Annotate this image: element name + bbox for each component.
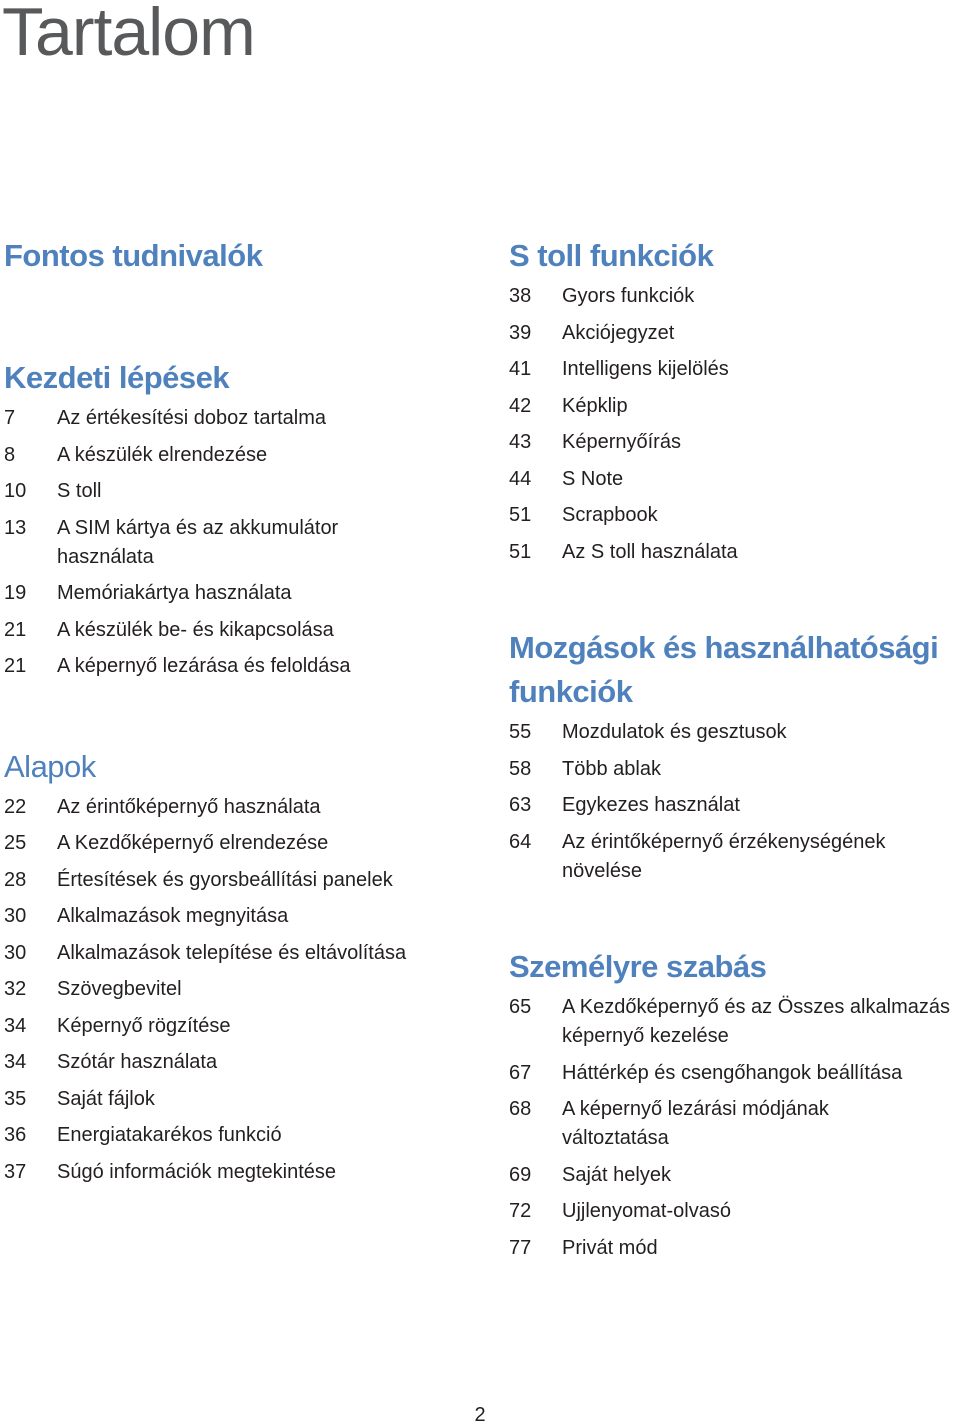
toc-entry-label: Szövegbevitel [57,978,182,1000]
toc-entry-label: Az érintőképernyő használata [57,795,321,818]
toc-page-number: 77 [509,1236,532,1259]
toc-entry[interactable] [509,791,960,820]
toc-page-number: 30 [4,905,27,927]
toc-entry-label: A készülék be- és kikapcsolása [57,618,334,641]
toc-page-number: 68 [509,1098,532,1120]
toc-page-number: 21 [4,655,27,677]
toc-entry[interactable] [509,1095,960,1153]
toc-entry[interactable] [4,616,464,645]
toc-entry-label: Képernyő rögzítése [57,1014,231,1037]
toc-entry[interactable] [4,1012,464,1041]
toc-page-number: 65 [509,996,532,1018]
toc-page-number: 63 [509,794,532,816]
toc-page-number: 69 [509,1163,532,1186]
toc-page-number: 38 [509,285,532,307]
toc-entry[interactable] [509,755,960,784]
toc-entry-label: Egykezes használat [562,794,740,816]
toc-left-column [4,234,464,1194]
toc-entry[interactable] [4,1085,464,1114]
toc-entry-label: Akciójegyzet [562,321,675,344]
toc-entry[interactable] [4,975,464,1004]
toc-page-number: 41 [509,358,532,380]
toc-entry-label: Súgó információk megtekintése [57,1160,337,1183]
toc-entry[interactable] [4,793,464,822]
toc-entry-label: Az érintőképernyő érzékenységének növelése [562,830,886,882]
toc-entry[interactable] [4,1048,464,1077]
toc-entry[interactable] [509,718,960,747]
toc-entry-label: Képklip [562,394,628,417]
toc-entry[interactable] [4,1158,464,1187]
toc-entry-list [4,793,464,1187]
toc-page-number: 28 [4,868,27,891]
toc-entry-label: Saját fájlok [57,1087,155,1110]
toc-entry-label: Szótár használata [57,1051,218,1073]
toc-entry-label: Értesítések és gyorsbeállítási panelek [57,868,393,891]
toc-entry[interactable] [509,319,960,348]
toc-entry[interactable] [4,1121,464,1150]
toc-entry-list [4,404,464,681]
toc-page-number: 42 [509,394,532,417]
toc-page-number: 44 [509,467,532,490]
toc-entry-label: S Note [562,467,624,490]
toc-entry-label: A képernyő lezárási módjának változtatása [562,1098,829,1149]
toc-page-number: 34 [4,1014,27,1037]
toc-page-number: 72 [509,1200,532,1222]
toc-entry-label: Alkalmazások telepítése és eltávolítása [57,941,407,964]
toc-entry[interactable] [4,514,464,572]
toc-entry-label: Alkalmazások megnyitása [57,905,289,927]
toc-entry[interactable] [509,993,960,1051]
section-heading-szemelyre-szabas[interactable]: Személyre szabás [509,949,767,984]
section-heading-fontos-tudnivalok[interactable]: Fontos tudnivalók [4,238,263,273]
toc-page-number: 8 [4,443,16,466]
toc-entry-label: A Kezdőképernyő elrendezése [57,832,329,854]
toc-entry[interactable] [4,902,464,931]
toc-entry[interactable] [509,355,960,384]
toc-page-number: 51 [509,504,532,526]
toc-entry-label: Gyors funkciók [562,285,695,307]
toc-entry[interactable] [4,477,464,506]
toc-entry[interactable] [509,1234,960,1263]
toc-page-number: 58 [509,757,532,780]
toc-page-number: 37 [4,1160,27,1183]
toc-entry-label: Privát mód [562,1236,658,1259]
toc-entry-label: A Kezdőképernyő és az Összes alkalmazás képernyő kezelése [562,996,950,1047]
toc-entry[interactable] [4,404,464,433]
page-title: Tartalom [2,0,255,70]
toc-page-number: 21 [4,618,27,641]
toc-page-number: 30 [4,941,27,964]
toc-entry-label: Háttérkép és csengőhangok beállítása [562,1061,903,1084]
toc-entry-label: Több ablak [562,757,661,780]
toc-entry[interactable] [4,939,464,968]
toc-entry-label: Scrapbook [562,504,658,526]
toc-entry[interactable] [509,1059,960,1088]
toc-entry[interactable] [509,1161,960,1190]
toc-entry-label: Ujjlenyomat-olvasó [562,1200,731,1222]
toc-entry-label: Mozdulatok és gesztusok [562,721,787,743]
toc-entry-label: A képernyő lezárása és feloldása [57,655,351,677]
toc-page-number: 25 [4,832,27,854]
toc-entry[interactable] [509,392,960,421]
toc-entry[interactable] [4,441,464,470]
toc-entry-list [509,718,960,886]
toc-page-number: 51 [509,540,532,563]
toc-page-number: 67 [509,1061,532,1084]
toc-page-number: 22 [4,795,27,818]
toc-entry-list [509,993,960,1263]
toc-page-number: 32 [4,978,27,1000]
toc-page-number: 64 [509,830,532,853]
section-heading-kezdeti-lepesek[interactable]: Kezdeti lépések [4,360,230,395]
toc-right-column [509,234,960,1270]
toc-entry-label: S toll [57,480,102,502]
toc-page-number: 13 [4,516,27,539]
toc-entry[interactable] [4,866,464,895]
toc-page-number: 35 [4,1087,27,1110]
toc-page-number: 19 [4,582,27,604]
section-heading-alapok[interactable]: Alapok [4,748,96,784]
toc-entry-label: Intelligens kijelölés [562,358,729,380]
toc-page-number: 43 [509,431,532,453]
section-heading-s-toll-funkciok[interactable]: S toll funkciók [509,238,714,273]
toc-entry[interactable] [509,428,960,457]
toc-page-number: 7 [4,407,16,429]
toc-page-number: 34 [4,1051,27,1073]
toc-entry-label: Memóriakártya használata [57,582,292,604]
toc-page-number: 10 [4,480,27,502]
page-number: 2 [474,1404,486,1426]
toc-entry-label: A SIM kártya és az akkumulátor használata [57,516,339,568]
toc-entry[interactable] [509,1197,960,1226]
toc-entry-label: Energiatakarékos funkció [57,1124,282,1146]
toc-page-number: 39 [509,321,532,344]
toc-entry[interactable] [509,465,960,494]
toc-entry-label: Az értékesítési doboz tartalma [57,407,327,429]
toc-entry[interactable] [4,579,464,608]
toc-entry[interactable] [509,282,960,311]
toc-entry[interactable] [509,538,960,567]
toc-entry-list [509,282,960,567]
toc-entry-label: Képernyőírás [562,431,681,453]
toc-entry[interactable] [4,829,464,858]
toc-page-number: 36 [4,1124,27,1146]
toc-entry[interactable] [4,652,464,681]
toc-page-number: 55 [509,721,532,743]
toc-entry-label: Az S toll használata [562,540,738,563]
section-heading-mozgasok[interactable]: Mozgások és használhatósági funkciók [509,630,939,709]
toc-entry[interactable] [509,501,960,530]
toc-entry[interactable] [509,828,960,886]
toc-entry-label: A készülék elrendezése [57,443,268,466]
toc-entry-label: Saját helyek [562,1163,671,1186]
